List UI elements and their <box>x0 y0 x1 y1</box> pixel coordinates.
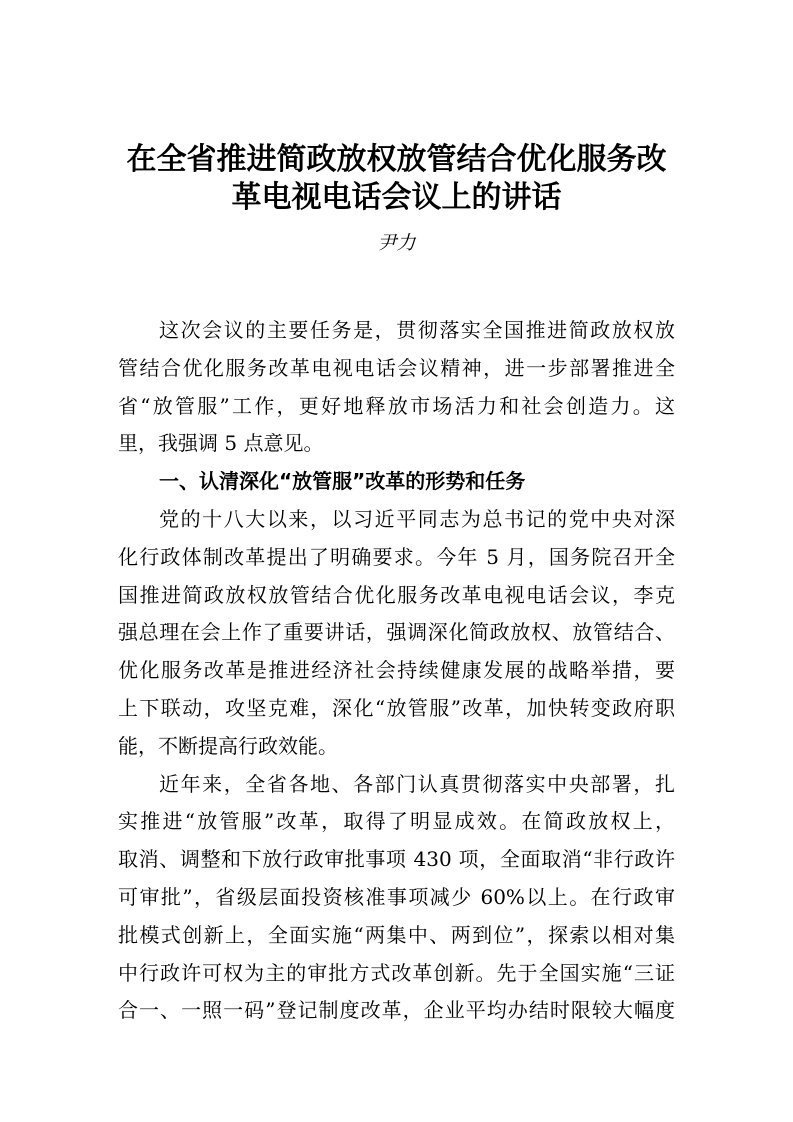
text-line: 能，不断提高行政效能。 <box>118 733 338 758</box>
text-line: 里，我强调 5 点意见。 <box>118 431 324 456</box>
document-title-line-2: 革电视电话会议上的讲话 <box>231 180 562 215</box>
text-line: 上下联动，攻坚克难，深化“放管服”改革，加快转变政府职 <box>118 695 675 720</box>
section-heading: 一、认清深化“放管服”改革的形势和任务 <box>159 469 526 494</box>
text-line: 优化服务改革是推进经济社会持续健康发展的战略举措，要 <box>118 658 675 683</box>
document-body <box>118 312 675 1030</box>
author-name: 尹力 <box>377 232 416 254</box>
text-line: 合一、一照一码”登记制度改革，企业平均办结时限较大幅度 <box>118 998 675 1023</box>
text-line: 省“放管服”工作，更好地释放市场活力和社会创造力。这 <box>118 393 675 418</box>
text-line: 党的十八大以来，以习近平同志为总书记的党中央对深 <box>159 506 675 531</box>
text-line: 实推进“放管服”改革，取得了明显成效。在简政放权上， <box>118 809 675 834</box>
text-line: 可审批”，省级层面投资核准事项减少 60%以上。在行政审 <box>118 884 675 909</box>
text-line: 化行政体制改革提出了明确要求。今年 5 月，国务院召开全 <box>118 544 675 569</box>
text-line: 国推进简政放权放管结合优化服务改革电视电话会议，李克 <box>118 582 675 607</box>
text-line: 中行政许可权为主的审批方式改革创新。先于全国实施“三证 <box>118 960 675 985</box>
text-line: 管结合优化服务改革电视电话会议精神，进一步部署推进全 <box>118 355 675 380</box>
text-line: 强总理在会上作了重要讲话，强调深化简政放权、放管结合、 <box>118 620 675 645</box>
text-line: 批模式创新上，全面实施“两集中、两到位”，探索以相对集 <box>118 922 675 947</box>
text-line: 取消、调整和下放行政审批事项 430 项，全面取消“非行政许 <box>118 847 675 872</box>
text-line: 近年来，全省各地、各部门认真贯彻落实中央部署，扎 <box>159 771 675 796</box>
document-title-line-1: 在全省推进简政放权放管结合优化服务改 <box>126 142 667 177</box>
text-line: 这次会议的主要任务是，贯彻落实全国推进简政放权放 <box>159 318 675 342</box>
